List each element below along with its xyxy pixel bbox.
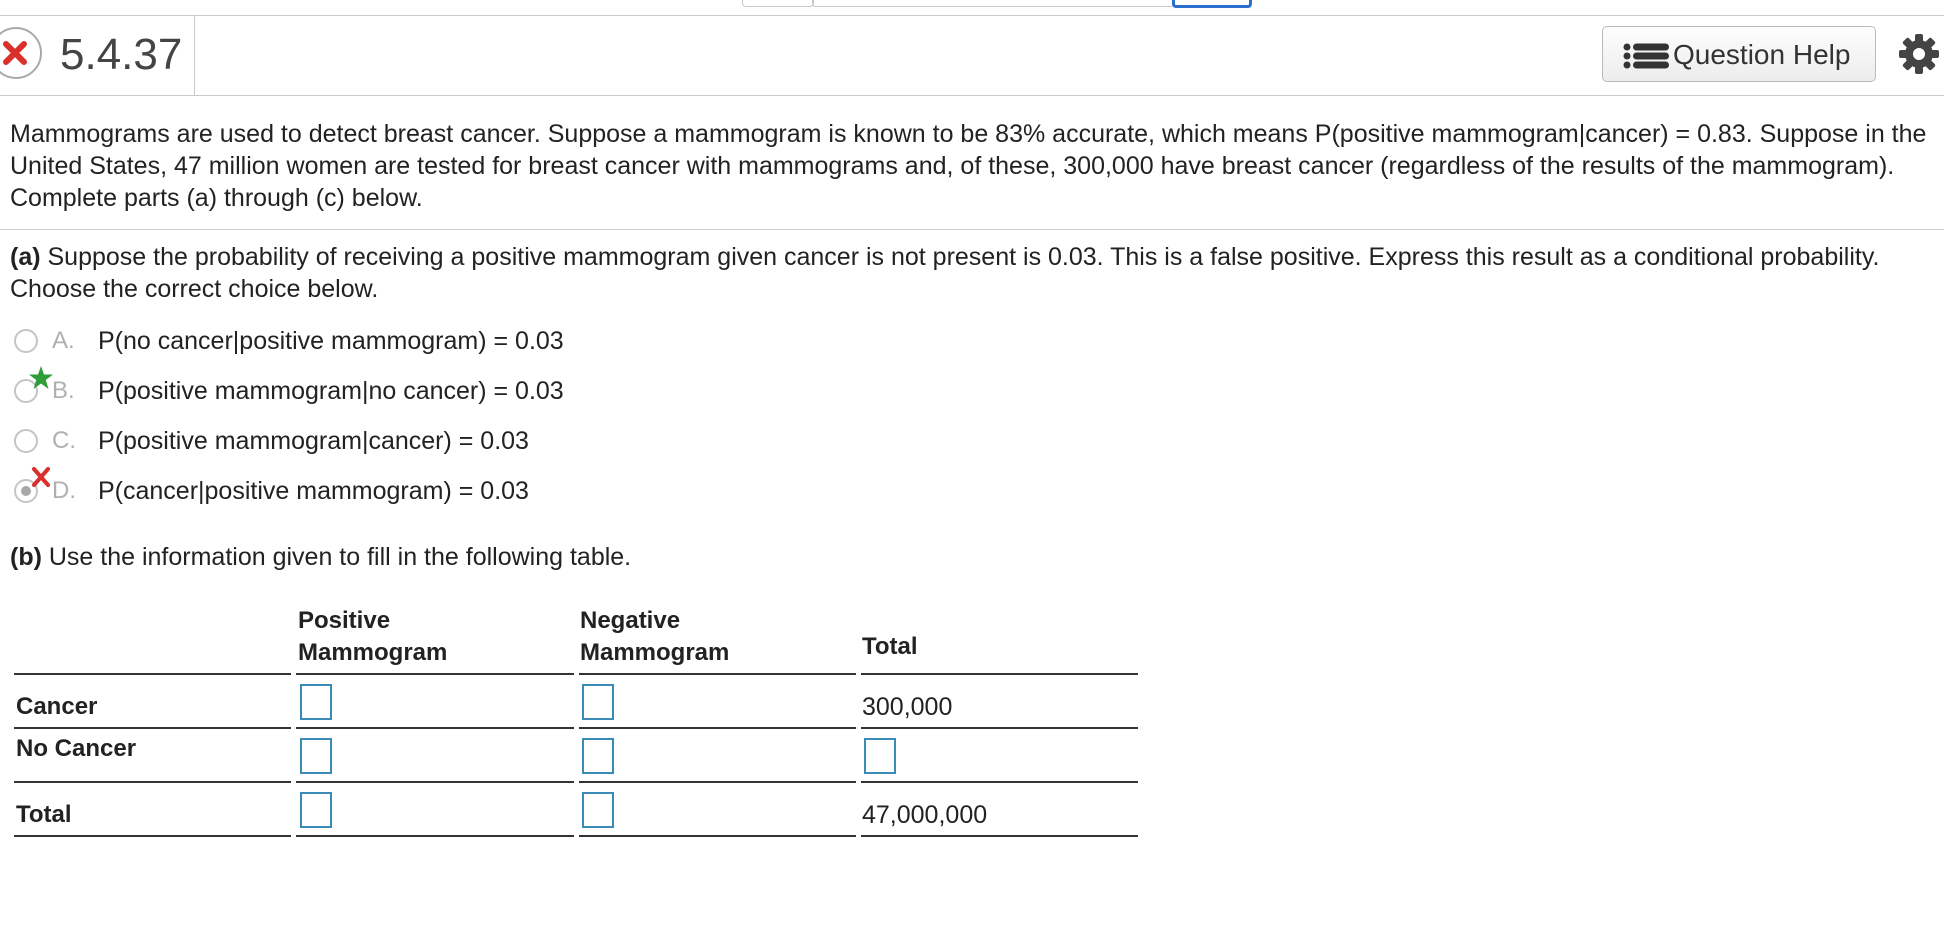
table-rule <box>861 673 1138 675</box>
table-rule <box>579 835 856 837</box>
cancer-total-value: 300,000 <box>862 693 953 721</box>
incorrect-x-icon <box>28 465 54 491</box>
col-header-total: Total <box>862 633 918 660</box>
table-rule <box>579 727 856 729</box>
part-b-prompt <box>10 541 631 573</box>
part-b-label: (b) <box>10 543 42 571</box>
table-rule <box>579 673 856 675</box>
choice-b-letter: B. <box>52 377 75 404</box>
gear-icon[interactable] <box>1898 33 1940 75</box>
part-a-prompt <box>10 241 1910 305</box>
choice-d[interactable] <box>10 471 710 511</box>
no-cancer-negative-input[interactable] <box>582 738 614 774</box>
table-rule <box>861 727 1138 729</box>
toolbar-tab-stub <box>812 0 1174 7</box>
toolbar-active-tab-stub[interactable] <box>1172 0 1252 8</box>
choice-a[interactable] <box>10 321 710 361</box>
col-header-negative-line1: Negative <box>580 607 681 634</box>
row-label-cancer: Cancer <box>16 693 98 720</box>
col-header-positive-line2: Mammogram <box>298 639 448 666</box>
question-number: 5.4.37 <box>60 30 183 79</box>
table-rule <box>14 835 291 837</box>
question-header <box>0 16 1944 96</box>
choice-c-radio[interactable] <box>14 429 38 453</box>
header-divider <box>194 16 195 95</box>
total-positive-input[interactable] <box>300 792 332 828</box>
choice-b[interactable] <box>10 371 710 411</box>
total-total-value: 47,000,000 <box>862 801 988 829</box>
choice-d-letter: D. <box>52 477 76 504</box>
problem-statement: Mammograms are used to detect breast cancer. Suppose a mammogram is known to be 83% accurate, which means P(positive mammogram|cancer) = 0.83. Suppose in the United States, 47 million women are tested for breast cancer with mammograms and, of these, 300,000 have breast cancer (regardless of the results of the mammogram). Complete parts (a) through (c) below. <box>10 120 1927 212</box>
table-rule <box>296 781 574 783</box>
choice-c-letter: C. <box>52 427 76 454</box>
col-header-negative <box>580 605 729 669</box>
total-negative-input[interactable] <box>582 792 614 828</box>
row-label-total: Total <box>16 801 72 828</box>
col-header-negative-line2: Mammogram <box>580 639 730 666</box>
table-rule <box>14 781 291 783</box>
table-rule <box>579 781 856 783</box>
table-rule <box>861 835 1138 837</box>
part-a-label: (a) <box>10 243 41 271</box>
choice-c[interactable] <box>10 421 710 461</box>
col-header-positive <box>298 605 447 669</box>
part-b-text: Use the information given to fill in the following table. <box>41 543 632 571</box>
no-cancer-positive-input[interactable] <box>300 738 332 774</box>
toolbar-tab-stub <box>742 0 814 7</box>
cancer-negative-input[interactable] <box>582 684 614 720</box>
row-label-no-cancer: No Cancer <box>16 735 137 762</box>
choice-d-text: P(cancer|positive mammogram) = 0.03 <box>98 477 529 505</box>
table-rule <box>14 673 291 675</box>
choice-c-text: P(positive mammogram|cancer) = 0.03 <box>98 427 529 455</box>
question-help-label: Question Help <box>1673 39 1851 70</box>
choice-a-radio[interactable] <box>14 329 38 353</box>
part-a-text: Suppose the probability of receiving a positive mammogram given cancer is not present is 0.03. This is a false positive. Express this result as a conditional probability. Choose the correct choice below. <box>10 243 1880 303</box>
table-rule <box>296 835 574 837</box>
correct-star-icon <box>28 365 54 391</box>
choice-a-letter: A. <box>52 327 75 354</box>
col-header-positive-line1: Positive <box>298 607 391 634</box>
cancer-positive-input[interactable] <box>300 684 332 720</box>
section-divider <box>0 229 1944 230</box>
no-cancer-total-input[interactable] <box>864 738 896 774</box>
table-rule <box>296 727 574 729</box>
choice-b-text: P(positive mammogram|no cancer) = 0.03 <box>98 377 564 405</box>
question-help-button[interactable] <box>1602 26 1876 82</box>
choice-a-text: P(no cancer|positive mammogram) = 0.03 <box>98 327 564 355</box>
table-rule <box>296 673 574 675</box>
list-icon <box>1623 43 1671 69</box>
table-rule <box>861 781 1138 783</box>
table-rule <box>14 727 291 729</box>
incorrect-x-icon <box>2 40 28 66</box>
